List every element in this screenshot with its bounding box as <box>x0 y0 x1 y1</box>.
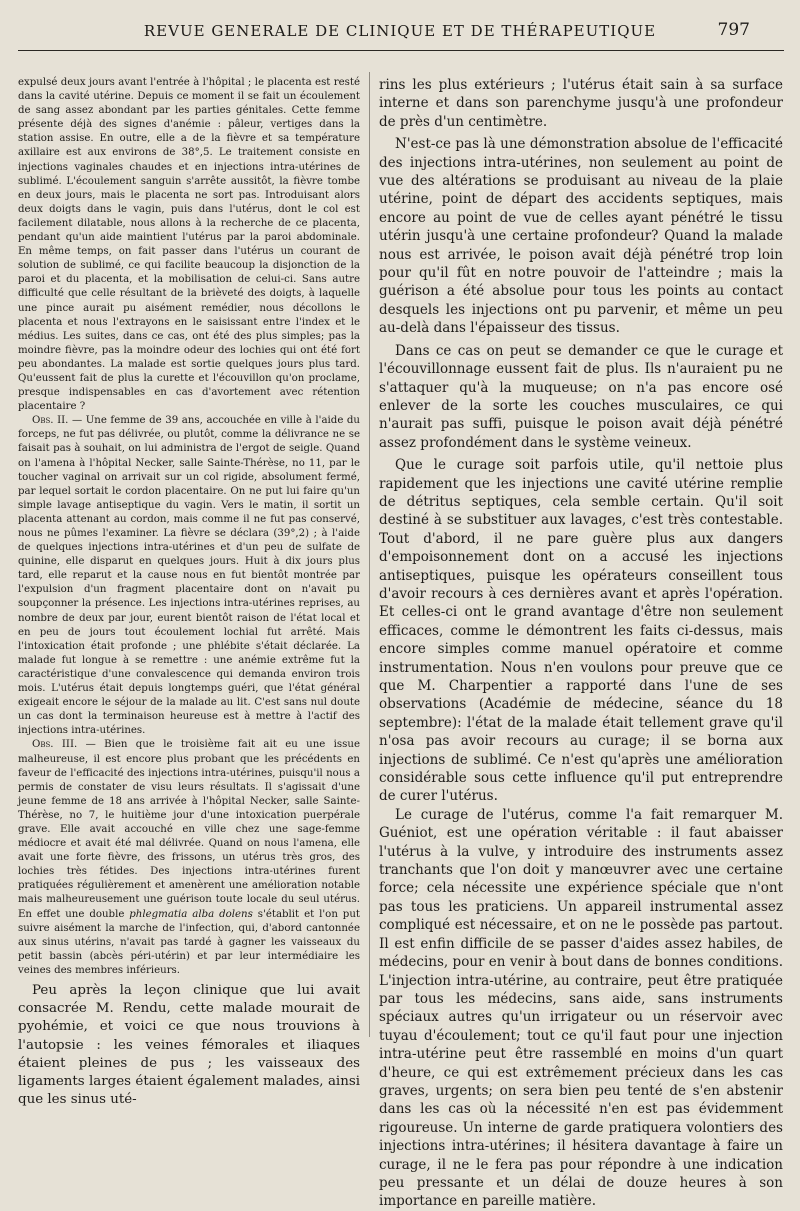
observation-2 <box>18 414 360 738</box>
page-header <box>0 18 800 48</box>
right-paragraph-continuation: rins les plus extérieurs ; l'utérus était sain à sa surface interne et dans son parenchyme jusqu'à une profondeur de près d'un centimètre. <box>379 77 783 130</box>
observation-2-text: — Une femme de 39 ans, accouchée en ville à l'aide du forceps, ne fut pas délivrée, ou plutôt, comme la délivrance ne se faisait pas à souhait, on lui administra de l'ergot de seigle. Quand on l'amena à l'hôpital Necker, salle Sainte-Thérèse, no 11, par le toucher vaginal on arrivait sur un col rigide, absolument fermé, par lequel sortait le cordon placentaire. On ne put lui faire qu'un simple lavage antiseptique du vagin. Vers le matin, il sortit un placenta attenant au cordon, mais comme il ne fut pas conservé, nous ne pûmes l'examiner. La fièvre se déclara (39°,2) ; à l'aide de quelques injections intra-utérines et d'un peu de sulfate de quinine, elle disparut en quelques jours. Huit à dix jours plus tard, elle reparut et la cause nous en fut bientôt montrée par l'expulsion d'un fragment placentaire dont on n'avait pu soupçonner la présence. Les injections intra-utérines reprises, au nombre de deux par jour, eurent bientôt raison de l'état local et en peu de jours tout écoulement lochial fut arrêté. Mais l'intoxication était profonde ; une phlébite s'était déclarée. La malade fut longue à se remettre : une anémie extrême fut la caractéristique d'une convalescence qui demanda environ trois mois. L'utérus était depuis longtemps guéri, que l'état général exigeait encore le séjour de la malade au lit. C'est sans nul doute un cas dont la terminaison heureuse est à mettre à l'actif des injections intra-utérines. <box>18 415 360 737</box>
left-closing-paragraph: Peu après la leçon clinique que lui avait consacrée M. Rendu, cette malade mourait de pyohémie, et voici ce que nous trouvions à l'autopsie : les veines fémorales et iliaques étaient pleines de pus ; les vaisseaux des ligaments larges étaient également malades, ainsi que les sinus uté- <box>18 983 360 1108</box>
right-paragraph-2: N'est-ce pas là une démonstration absolue de l'efficacité des injections intra-utérines, non seulement au point de vue des altérations se produisant au niveau de la plaie utérine, point de départ des accidents septiques, mais encore au point de vue de celles ayant pénétré le tissu utérin jusqu'à une certaine profondeur? Quand la malade nous est arrivée, le poison avait déjà pénétré trop loin pour qu'il fût en notre pouvoir de l'atteindre ; mais la guérison a été absolue pour tous les points au contact desquels les injections ont pu parvenir, et même un peu au-delà dans l'épaisseur des tissus. <box>379 136 783 337</box>
observation-3-text-a: — Bien que le troisième fait ait eu une issue malheureuse, il est encore plus probant que les précédents en faveur de l'efficacité des injections intra-utérines, puisqu'il nous a permis de constater de visu leurs résultats. Il s'agissait d'une jeune femme de 18 ans arrivée à l'hôpital Necker, salle Sainte-Thérèse, no 7, le huitième jour d'une intoxication puerpérale grave. Elle avait accouché en ville chez une sage-femme médiocre et avait été mal délivrée. Quand on nous l'amena, elle avait une forte fièvre, des frissons, un utérus très gros, des lochies très fétides. Des injections intra-utérines furent pratiquées régulièrement et amenèrent une amélioration notable mais malheureusement une guérison toute locale du seul utérus. En effet une double <box>18 739 360 920</box>
left-paragraph-continuation: expulsé deux jours avant l'entrée à l'hôpital ; le placenta est resté dans la cavité utérine. Depuis ce moment il se fait un écoulement de sang assez abondant par les parties génitales. Cette femme présente déjà des signes d'anémie : pâleur, vertiges dans la station assise. En outre, elle a de la fièvre et sa température axillaire est aux environs de 38°,5. Le traitement consiste en injections vaginales chaudes et en injections intra-utérines de sublimé. L'écoulement sanguin s'arrête aussitôt, la fièvre tombe en deux jours, mais le placenta ne sort pas. Introduisant alors deux doigts dans le vagin, puis dans l'utérus, dont le col est facilement dilatable, nous allons à la recherche de ce placenta, pendant qu'un aide maintient l'utérus par la paroi abdominale. En même temps, on fait passer dans l'utérus un courant de solution de sublimé, ce qui facilite beaucoup la disjonction de la paroi et du placenta, et la mobilisation de celui-ci. Sans autre difficulté que celle résultant de la brièveté des doigts, à laquelle une pince aurait pu aisément remédier, nous décollons le placenta et nous l'extrayons en le saisissant entre l'index et le médius. Les suites, dans ce cas, ont été des plus simples; pas la moindre fièvre, pas la moindre odeur des lochies qui ont été fort peu abondantes. La malade est sortie quelques jours plus tard. Qu'eussent fait de plus la curette et l'écouvillon qu'on proclame, presque indispensables en cas d'avortement avec rétention placentaire ? <box>18 77 360 413</box>
observation-3 <box>18 738 360 978</box>
observation-2-label: Obs. II. <box>32 415 69 427</box>
column-divider <box>369 72 370 1037</box>
header-rule <box>18 50 784 51</box>
running-title: REVUE GENERALE DE CLINIQUE ET DE THÉRAPEUTIQUE <box>143 22 657 40</box>
left-column <box>18 76 360 1108</box>
page-number: 797 <box>717 20 750 40</box>
observation-3-text-b: s'établit et l'on put suivre aisément la marche de l'infection, qui, d'abord cantonnée aux sinus utérins, n'avait pas tardé à gagner les vaisseaux du petit bassin (abcès péri-utérin) et par leur intermédiaire les veines des membres inférieurs. <box>18 908 360 976</box>
right-column <box>379 76 783 1210</box>
right-paragraph-5: Le curage de l'utérus, comme l'a fait remarquer M. Guéniot, est une opération véritable : il faut abaisser l'utérus à la vulve, y introduire des instruments assez tranchants que l'on doit y manœuvrer avec une certaine force; cela nécessite une expérience spéciale que n'ont pas tous les praticiens. Un appareil instrumental assez compliqué est nécessaire, et on ne le possède pas partout. Il est enfin difficile de se passer d'aides assez habiles, de médecins, pour en venir à bout dans de bonnes conditions. L'injection intra-utérine, au contraire, peut être pratiquée par tous les médecins, sans aide, sans instruments spéciaux autres qu'un irrigateur ou un réservoir avec tuyau d'écoulement; tout ce qu'il faut pour une injection intra-utérine peut être rassemblé en moins d'un quart d'heure, ce qui est extrêmement précieux dans les cas graves, urgents; on sera bien peu tenté de s'en abstenir dans les cas où la nécessité n'en est pas évidemment rigoureuse. Un interne de garde pratiquera volontiers des injections intra-utérines; il hésitera davantage à faire un curage, il ne le fera pas pour répondre à une indication peu pressante et un délai de douze heures à son importance en pareille matière. <box>379 806 783 1210</box>
right-paragraph-3: Dans ce cas on peut se demander ce que le curage et l'écouvillonnage eussent fait de plus. Ils n'auraient pu ne s'attaquer qu'à la muqueuse; on n'a pas encore osé enlever de la sorte les couches musculaires, ce qui n'aurait pas suffi, puisque le poison avait déjà pénétré assez profondément dans le système veineux. <box>379 342 783 451</box>
observation-3-italic-term: phlegmatia alba dolens <box>129 908 253 920</box>
observation-3-label: Obs. III. <box>32 739 78 751</box>
right-paragraph-4: Que le curage soit parfois utile, qu'il nettoie plus rapidement que les injections une cavité utérine remplie de détritus septiques, cela semble certain. Qu'il soit destiné à se substituer aux lavages, c'est très contestable. Tout d'abord, il ne pare guère plus aux dangers d'empoisonnement dont on a accusé les injections antiseptiques, puisque les opérateurs conseillent tous d'avoir recours à ces dernières avant et après l'opération. Et celles-ci ont le grand avantage d'être non seulement efficaces, comme le démontrent les faits ci-dessus, mais encore simples comme manuel opératoire et comme instrumentation. Nous n'en voulons pour preuve que ce que M. Charpentier a rapporté dans l'une de ses observations (Académie de médecine, séance du 18 septembre): l'état de la malade était tellement grave qu'il n'osa pas avoir recours au curage; il se borna aux injections de sublimé. Ce n'est qu'après une amélioration considérable sous cette influence qu'il put entreprendre de curer l'utérus. <box>379 457 783 805</box>
